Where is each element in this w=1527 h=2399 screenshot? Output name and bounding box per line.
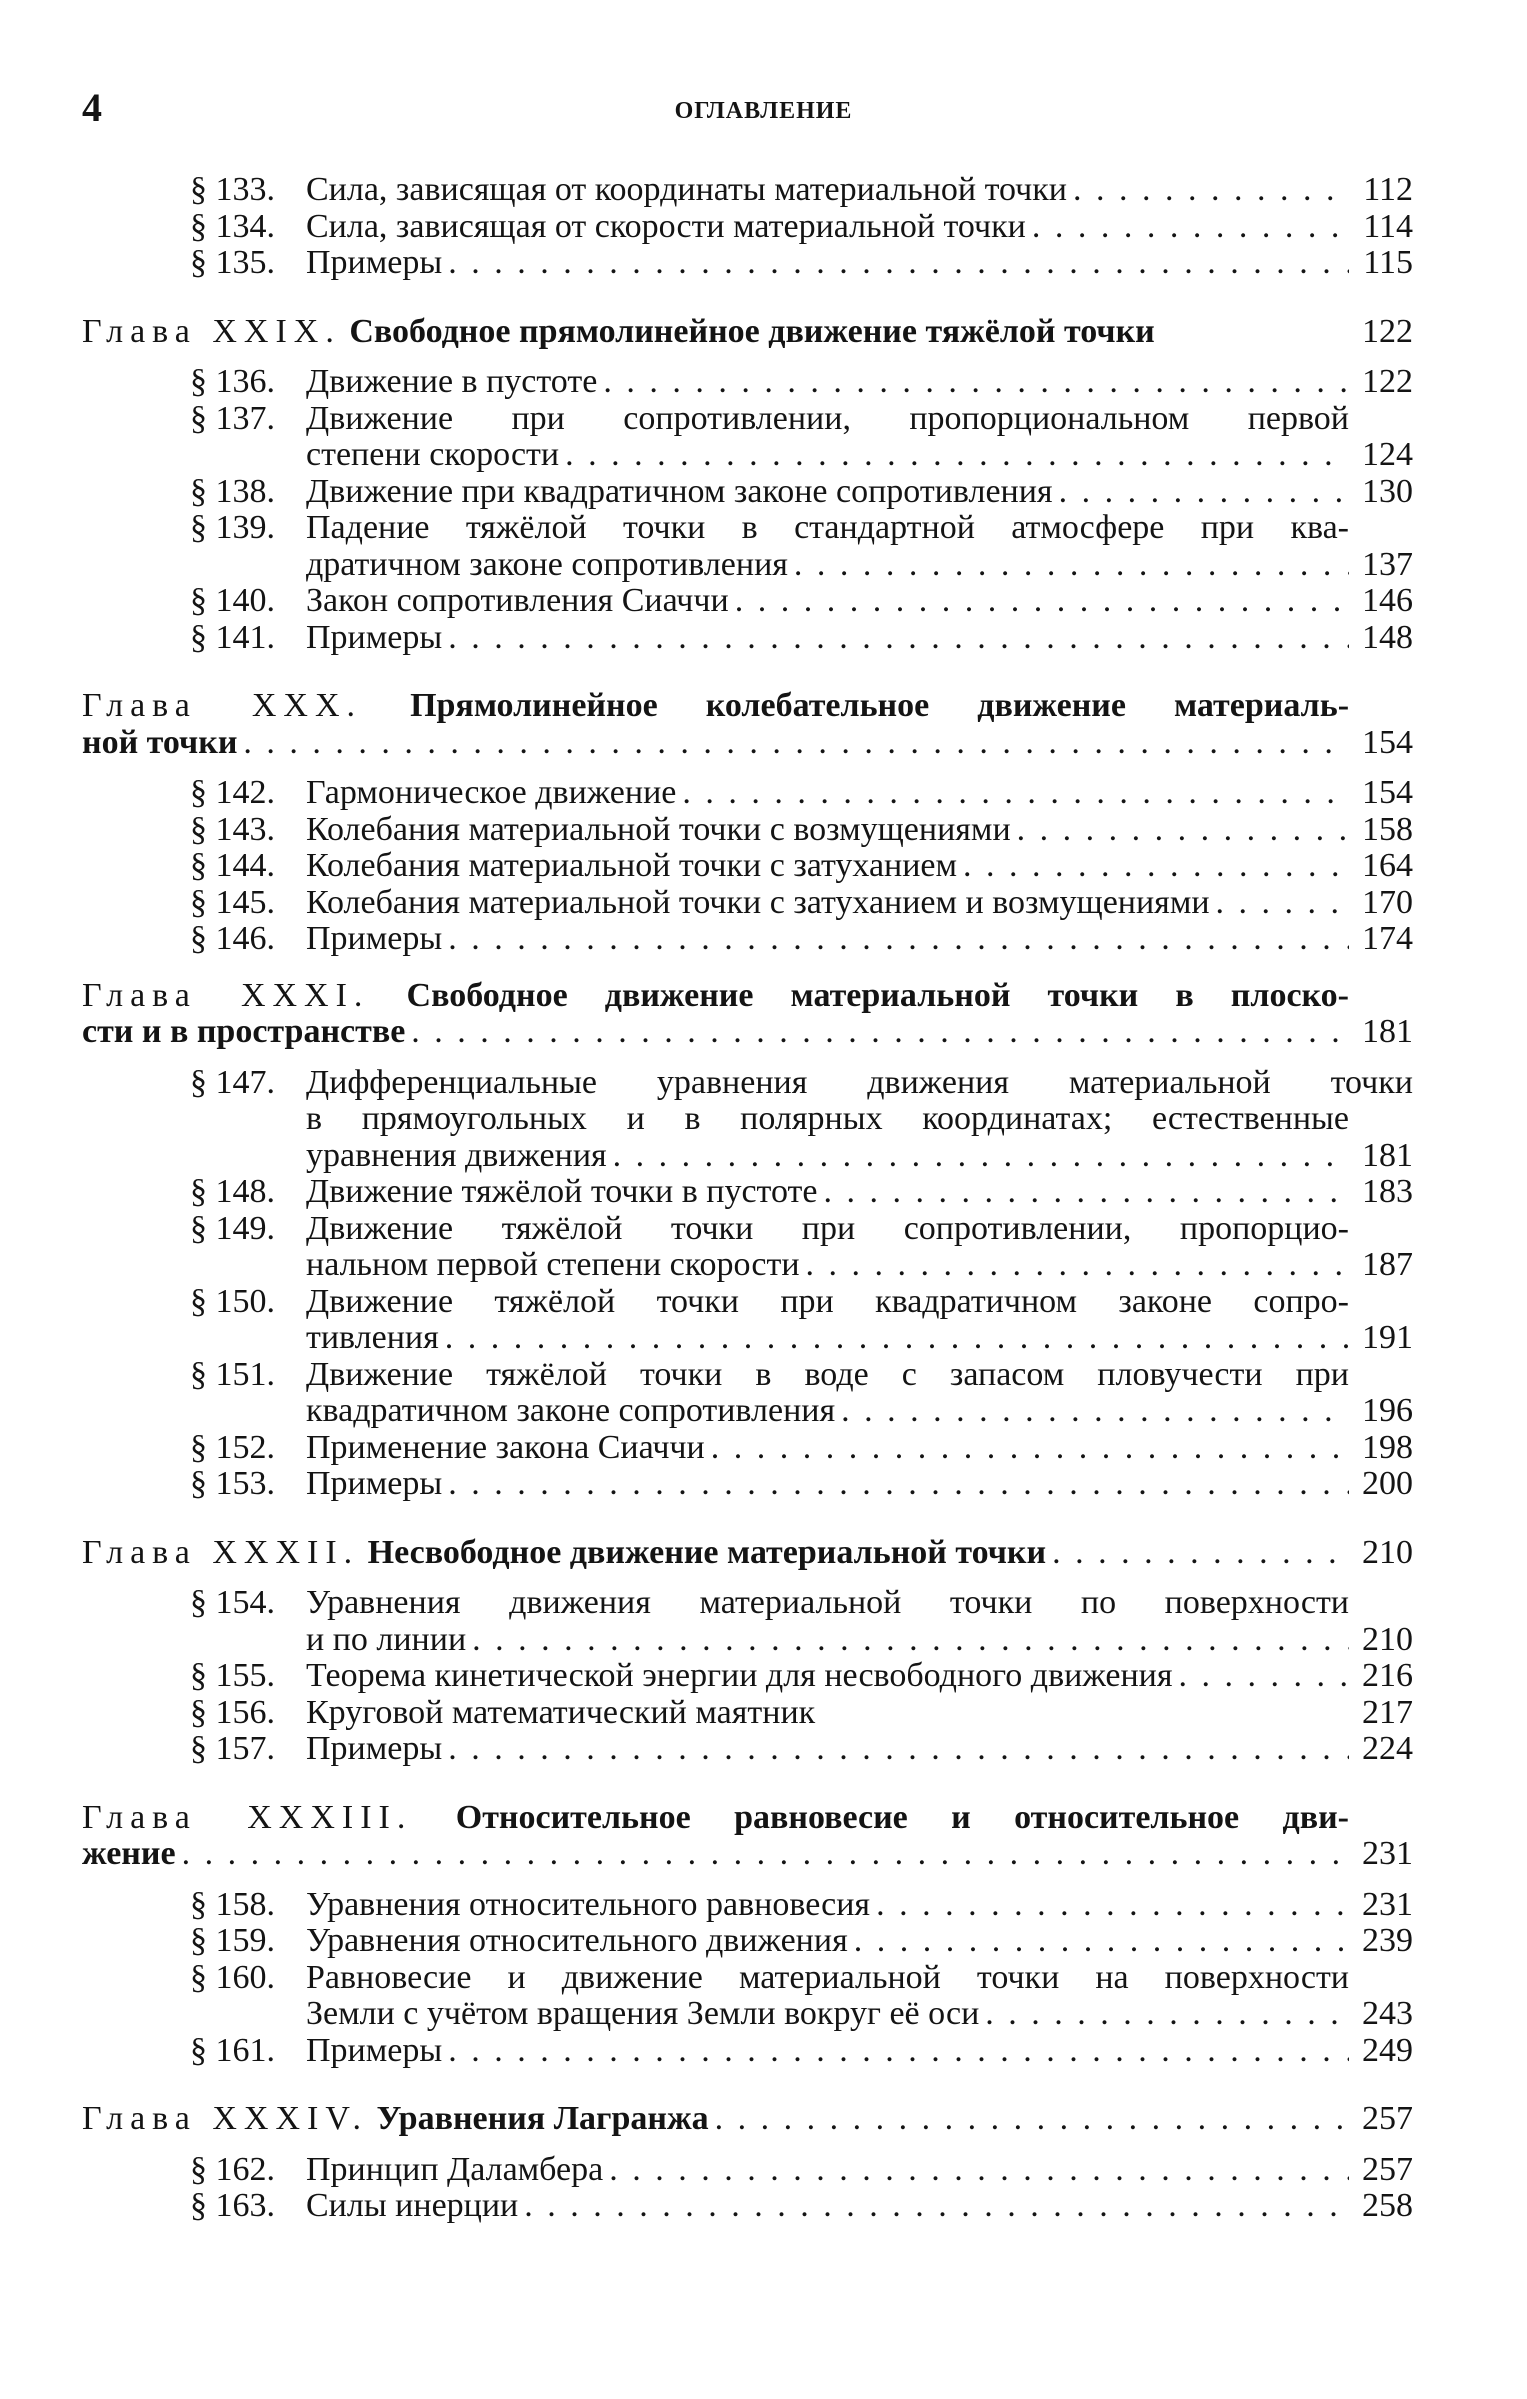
section-number: § 136. [190,363,275,400]
section-number: § 148. [190,1173,275,1210]
page-ref: 217 [1362,1693,1413,1731]
toc-entry-162 [190,2152,1413,2189]
toc-entry-134 [190,209,1413,246]
section-number: § 158. [190,1885,275,1923]
section-title-cont: квадратичном законе сопротивления [306,1392,836,1429]
section-number: § 146. [190,920,275,957]
toc-entry-144 [190,848,1413,885]
section-title: Движение при сопротивлении, пропорциональном первой [306,399,1349,437]
toc-chapter-32 [82,1535,1413,1572]
toc-chapter-31 [82,978,1413,1051]
toc-entry-151 [190,1357,1413,1430]
toc-entry-161 [190,2033,1413,2070]
section-title: Применение закона Сиаччи [306,1428,705,1466]
page-ref: 210 [1362,1620,1413,1658]
page-ref: 183 [1362,1173,1413,1210]
section-number: § 145. [190,883,275,921]
section-title: Колебания материальной точки с затуханием [306,847,958,884]
page-ref: 258 [1362,2187,1413,2224]
section-title: Теорема кинетической энергии для несвободного движения [306,1657,1173,1694]
leader-dots [1067,172,1349,209]
page-ref: 115 [1363,244,1413,281]
toc-chapter-30 [82,688,1413,761]
section-title-cont: уравнения движения [306,1136,607,1174]
leader-dots [1046,1535,1349,1572]
toc-entry-148 [190,1174,1413,1211]
page-ref: 239 [1362,1922,1413,1959]
page-ref: 181 [1362,1013,1413,1050]
toc-entry-143 [190,812,1413,849]
leader-dots [237,725,1349,762]
section-title: Движение тяжёлой точки в пустоте [306,1173,818,1210]
leader-dots [442,1466,1349,1503]
section-title-cont: степени скорости [306,436,560,473]
section-title: Примеры [306,1465,443,1502]
section-number: § 134. [190,207,275,245]
toc-entry-159 [190,1923,1413,1960]
page-header [0,84,1527,134]
leader-dots [603,2152,1349,2189]
section-title: Колебания материальной точки с возмущениями [306,810,1011,848]
page-ref: 187 [1362,1246,1413,1283]
page-ref: 257 [1362,2100,1413,2137]
section-number: § 161. [190,2031,275,2069]
toc-entry-158 [190,1887,1413,1924]
page-ref: 174 [1362,920,1413,957]
page-ref: 243 [1362,1995,1413,2032]
section-number: § 163. [190,2187,275,2224]
section-title: Примеры [306,1730,443,1767]
page-ref: 170 [1362,883,1413,921]
section-title: Движение в пустоте [306,363,598,400]
toc-entry-150 [190,1284,1413,1357]
page-ref: 154 [1362,723,1413,761]
page-ref: 154 [1362,774,1413,811]
section-number: § 139. [190,509,275,546]
page-ref: 130 [1362,472,1413,510]
section-title: Равновесие и движение материальной точки на поверхности [306,1958,1349,1996]
leader-dots [1026,209,1349,246]
leader-dots [848,1923,1349,1960]
section-number: § 157. [190,1730,275,1767]
leader-dots [405,1014,1349,1051]
toc-entry-139 [190,510,1413,583]
leader-dots [817,1174,1349,1211]
section-title: Движение тяжёлой точки при сопротивлении, пропорцио- [306,1209,1349,1247]
page-number: 4 [82,85,102,130]
section-title: Уравнения движения материальной точки по поверхности [306,1584,1349,1621]
section-title: Закон сопротивления Сиаччи [306,582,729,619]
section-number: § 160. [190,1958,275,1996]
leader-dots [442,1731,1349,1768]
chapter-title: Свободное прямолинейное движение тяжёлой точки [349,312,1155,350]
leader-dots [176,1836,1349,1873]
leader-dots [800,1247,1349,1284]
chapter-title: Прямолинейное колебательное движение материаль- [410,687,1350,724]
section-title: Принцип Даламбера [306,2150,604,2188]
page-ref: 148 [1362,618,1413,656]
chapter-title: Свободное движение материальной точки в плоско- [406,976,1350,1014]
chapter-title: Относительное равновесие и относительное дви- [455,1798,1350,1836]
section-number: § 159. [190,1922,275,1959]
toc-entry-141 [190,620,1413,657]
running-title: ОГЛАВЛЕНИЕ [674,98,853,124]
leader-dots [597,364,1349,401]
chapter-title-cont: жение [82,1835,176,1872]
chapter-label: Глава XXXII. [82,1533,360,1571]
toc-entry-133 [190,172,1413,209]
section-number: § 151. [190,1355,275,1393]
section-title-cont: в прямоугольных и в полярных координатах; естественные [306,1100,1349,1137]
section-title: Примеры [306,244,443,281]
toc-entry-135 [190,245,1413,282]
leader-dots [835,1393,1349,1430]
page-ref: 196 [1362,1392,1413,1429]
leader-dots [979,1996,1349,2033]
page-ref: 124 [1362,436,1413,473]
toc-entry-153 [190,1466,1413,1503]
section-title-cont: и по линии [306,1620,467,1658]
page-ref: 137 [1362,545,1413,583]
section-number: § 144. [190,847,275,884]
chapter-title: Несвободное движение материальной точки [367,1533,1047,1571]
page-ref: 200 [1362,1465,1413,1502]
section-number: § 135. [190,244,275,281]
section-title: Примеры [306,2031,443,2069]
page-ref: 112 [1363,171,1413,208]
page-ref: 198 [1362,1428,1413,1466]
toc-entry-136 [190,364,1413,401]
section-title: Уравнения относительного равновесия [306,1885,871,1923]
toc-chapter-29 [82,314,1413,351]
leader-dots [1011,812,1349,849]
page-ref: 122 [1362,363,1413,400]
toc-entry-146 [190,921,1413,958]
leader-dots [559,437,1349,474]
page-ref: 146 [1362,582,1413,619]
leader-dots [442,2033,1349,2070]
section-title: Движение при квадратичном законе сопротивления [306,472,1053,510]
section-number: § 138. [190,472,275,510]
section-number: § 147. [190,1063,275,1101]
toc-entry-140 [190,583,1413,620]
page-ref: 122 [1362,312,1413,350]
leader-dots [709,2101,1349,2138]
leader-dots [442,245,1349,282]
page-ref: 231 [1362,1835,1413,1872]
section-title: Примеры [306,618,443,656]
section-number: § 155. [190,1657,275,1694]
toc-entry-149 [190,1211,1413,1284]
section-title: Гармоническое движение [306,774,677,811]
leader-dots [729,583,1349,620]
section-title: Движение тяжёлой точки при квадратичном законе сопро- [306,1282,1349,1320]
toc-entry-157 [190,1731,1413,1768]
section-number: § 156. [190,1693,275,1731]
toc-entry-147 [190,1065,1413,1175]
toc-chapter-33 [82,1800,1413,1873]
leader-dots [957,848,1349,885]
toc-entry-154 [190,1585,1413,1658]
leader-dots [442,620,1349,657]
page-ref: 158 [1362,810,1413,848]
section-number: § 141. [190,618,275,656]
section-title-cont: дратичном законе сопротивления [306,545,788,583]
section-number: § 142. [190,774,275,811]
toc-chapter-34 [82,2101,1413,2138]
leader-dots [676,775,1349,812]
page-ref: 216 [1362,1657,1413,1694]
chapter-label: Глава XXX. [82,687,363,724]
section-title: Колебания материальной точки с затуханием и возмущениями [306,883,1210,921]
leader-dots [607,1138,1349,1175]
toc-entry-142 [190,775,1413,812]
section-number: § 149. [190,1209,275,1247]
toc-entry-138 [190,474,1413,511]
section-title: Падение тяжёлой точки в стандартной атмосфере при ква- [306,509,1349,546]
leader-dots [1173,1658,1350,1695]
leader-dots [439,1320,1349,1357]
section-title: Силы инерции [306,2187,519,2224]
section-number: § 137. [190,399,275,437]
section-title: Движение тяжёлой точки в воде с запасом пловучести при [306,1355,1349,1393]
toc-entry-163 [190,2188,1413,2225]
page-ref: 249 [1362,2031,1413,2069]
page-ref: 231 [1362,1885,1413,1923]
toc-entry-152 [190,1430,1413,1467]
toc-entry-137 [190,401,1413,474]
section-number: § 152. [190,1428,275,1466]
section-number: § 162. [190,2150,275,2188]
section-number: § 154. [190,1584,275,1621]
section-title-cont: Земли с учётом вращения Земли вокруг её оси [306,1995,980,2032]
section-number: § 153. [190,1465,275,1502]
leader-dots [870,1887,1349,1924]
chapter-title-cont: сти и в пространстве [82,1013,406,1050]
section-title-cont: тивления [306,1319,439,1356]
leader-dots [442,921,1349,958]
chapter-label: Глава XXXI. [82,976,370,1014]
leader-dots [518,2188,1349,2225]
leader-dots [705,1430,1349,1467]
chapter-title-cont: ной точки [82,723,238,761]
section-title: Примеры [306,920,443,957]
leader-dots [1053,474,1349,511]
toc-entry-145 [190,885,1413,922]
toc-entry-156 [190,1695,1413,1732]
section-title: Круговой математический маятник [306,1693,816,1731]
page-ref: 114 [1363,207,1413,245]
leader-dots [788,547,1349,584]
chapter-label: Глава XXXIII. [82,1798,413,1836]
section-number: § 133. [190,171,275,208]
page-ref: 181 [1362,1136,1413,1174]
chapter-label: Глава XXIX. [82,312,341,350]
page-ref: 224 [1362,1730,1413,1767]
section-title: Сила, зависящая от координаты материальной точки [306,171,1067,208]
leader-dots [466,1622,1349,1659]
toc-entry-160 [190,1960,1413,2033]
section-title: Сила, зависящая от скорости материальной точки [306,207,1026,245]
section-number: § 150. [190,1282,275,1320]
page-ref: 257 [1362,2150,1413,2188]
chapter-label: Глава XXXIV. [82,2100,369,2137]
section-title: Уравнения относительного движения [306,1922,848,1959]
section-number: § 143. [190,810,275,848]
chapter-title: Уравнения Лагранжа [376,2100,709,2137]
table-of-contents [0,172,1527,2225]
section-title-cont: нальном первой степени скорости [306,1246,800,1283]
toc-entry-155 [190,1658,1413,1695]
page-ref: 210 [1362,1533,1413,1571]
section-title: Дифференциальные уравнения движения материальной точки [306,1063,1413,1101]
leader-dots [1210,885,1349,922]
page-ref: 164 [1362,847,1413,884]
page-ref: 191 [1362,1319,1413,1356]
section-number: § 140. [190,582,275,619]
